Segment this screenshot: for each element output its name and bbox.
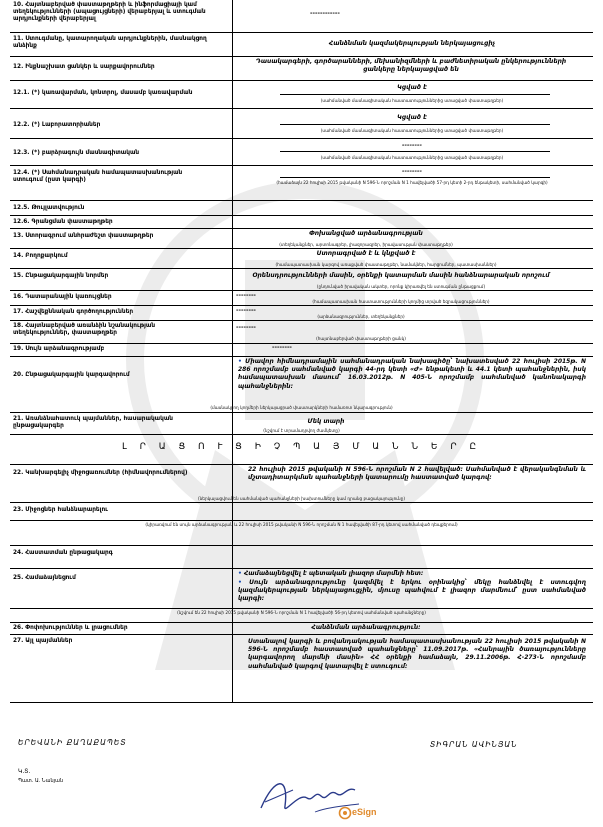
row16-note: (համապատասխան հաստատությունների կողմից տրված եզրակացություններ) xyxy=(312,299,490,304)
row22-label: 22. Կանխարգելիչ միջոցառումներ (հիմնավորումներով) xyxy=(13,470,188,476)
row14-value: Ստորագրված է և կնքված է xyxy=(316,250,416,257)
row22-note: (ներկայացվում են սահմանված պահանջների խախտումները կամ դրանց բացակայությունը) xyxy=(198,496,405,501)
row25-bullet-1-text: Համաձայնեցվել է պետական լիազոր մարմնի հետ: xyxy=(243,570,424,577)
row12-label: 12. Ինքնաշխատ ցանկեր և սարքավորումներ xyxy=(13,64,155,70)
row22-value: 22 հուլիսի 2015 թվականի N 596-Ն որոշման N 2 հավելված: Սահմանված է վերականգնման և մշտադիտարկման պահանջների կատարումը հաստատված կարգով: xyxy=(248,466,586,482)
row18-label: 18. Հայտնաբերված առանձին նշանակության տեղեկություններ, փաստաթղթեր xyxy=(13,323,156,336)
row20-bullet-text: Միավոր հիմնադրամային սահմանադրական նախագիծը՝ նախատեսված 22 հուլիսի 2015թ. N 286 որոշմամբ սահմանված կարգի 44-րդ կետի «Ժ» ենթակետի և 44.1 կետի պահանջներին, իսկ համապատասխան մասում՝ 16.03.2012թ. N 405-Ն որոշմամբ սահմանված կանոնակարգի պահանջներին: xyxy=(238,358,586,390)
section-heading: Լ Ր Ա Ց Ո Ւ Ց Ի Չ Պ Ա Յ Մ Ա Ն Ն Ե Ր Ը xyxy=(121,442,482,452)
row12-4-value: -------- xyxy=(402,168,422,175)
row23-note: (կիրառվում են սույն արձանագրության և 22 հուլիսի 2015 թվականի N 596-Ն որոշման N 1 հավելվածի 87-րդ կետով սահմանված դեպքերում) xyxy=(145,522,458,527)
bullet-icon: • xyxy=(238,358,246,365)
row15-label: 15. Ընթացակարգային նորմեր xyxy=(13,273,109,279)
row18-note: (հայտնաբերված փաստաթղթերի ցանկ) xyxy=(316,336,406,341)
row19-value: -------- xyxy=(272,344,292,351)
row15-note: (ընդունված իրավական ակտեր, որոնք կիրառվել են ստուգման ընթացքում) xyxy=(316,284,486,289)
row11-value: Հանձնման կազմակերպության ներկայացուցիչ xyxy=(328,40,496,47)
row12-3-value: -------- xyxy=(402,142,422,149)
row23-label: 23. Միջոցներ հանձնարարելու xyxy=(13,507,108,513)
row27-value: Ստանալով կարգի և բովանդակության համապատասխանության 22 հուլիսի 2015 թվականի N 596-Ն որոշմամբ հաստատված պահանջները՝ 11.09.2017թ. «Հանրային ծառայությունները կարգավորող մարմնի մասին» ՀՀ օրենքի համաձայն, 29.11.2006թ. Հ-273-Ն որոշմամբ սահմանված կարգով կատարվել է ստուգում: xyxy=(248,638,586,670)
stamp-label: Կ.Տ. xyxy=(18,768,31,775)
row21-value: Մեկ տարի xyxy=(307,418,345,425)
row13-label: 13. Ստորագրում անհրաժեշտ փաստաթղթեր xyxy=(13,233,154,239)
row13-value: Փոխանցված արձանագրության xyxy=(309,230,423,237)
signatory-name: ՏԻԳՐԱՆ ԱՎԻՆՅԱՆ xyxy=(430,740,518,749)
row12-2-label: 12.2. (*) Լաբորատորիաներ xyxy=(13,122,101,128)
row12-6-label: 12.6. Գրանցման փաստաթղթեր xyxy=(13,219,113,225)
row21-note: (նշվում է տրամադրվող ժամկետը) xyxy=(263,428,340,433)
esign-mark-icon xyxy=(338,806,352,820)
esign-logo xyxy=(338,806,386,822)
row14-note: (համապատասխան կարգով առաքված փաստաթղթեր, նամակներ, հարցումներ, պատասխաններ) xyxy=(275,262,497,267)
stamp-sub: Պատ. Ա. Նանյան xyxy=(18,778,64,784)
row25-note: (նշվում են 22 հուլիսի 2015 թվականի N 596-Ն որոշման N 1 հավելվածի 56-րդ կետով սահմանված պահանջները) xyxy=(177,610,426,615)
row17-label: 17. Հաշվեքննական գործողություններ xyxy=(13,309,134,315)
bullet-icon: • xyxy=(238,579,250,586)
row19-label: 19. Սույն արձանագրությամբ xyxy=(13,346,105,352)
row13-note: (տեղեկանքներ, արտոնագրեր, լիազորագրեր, իրավասության փաստաթղթեր) xyxy=(279,242,453,247)
row17-note: (արձանագրություններ, տեղեկանքներ) xyxy=(317,314,405,319)
row25-bullet-2 xyxy=(238,579,586,604)
form-table xyxy=(10,0,593,702)
row12-3-label: 12.3. (*) բարձրագույն մասնագիտական xyxy=(13,150,140,156)
row15-value: Օրենսդրությունների մասին, օրենքի կատարման մասին հանձնարարական որոշում xyxy=(252,272,550,279)
row10-label: 10. Հայտնաբերված փաստաթղթերի և ինֆորմացիայի կամ տեղեկությունների (ապացույցների) վերաբերյալ և ստուգման արդյունքների վերաբերյալ xyxy=(13,2,206,22)
row20-bullet xyxy=(238,358,586,391)
row12-4-label: 12.4. (*) Սահմանադրական համապատասխանության ստուգում (ըստ կարգի) xyxy=(13,170,183,183)
row10-value: ------------ xyxy=(310,10,340,17)
row12-3-note: (սահմանված մասնագիտական հաստատություններից ստացված փաստաթղթեր) xyxy=(320,155,504,160)
row14-label: 14. Բողոքարկում xyxy=(13,253,68,259)
row12-4-note: (համաձայն 22 հուլիսի 2015 թվականի N 596-Ն որոշման N 1 հավելվածի 57-րդ կետի 2-րդ ենթակետի, սահմանված կարգի) xyxy=(276,180,548,185)
row24-label: 24. Հաստատման ընթացակարգ xyxy=(13,550,113,556)
row26-value: Հանձնման արձանագրություն: xyxy=(311,624,421,631)
row18-value: -------- xyxy=(236,324,256,331)
row25-label: 25. Համաձայնեցում xyxy=(13,575,76,581)
row20-label: 20. Ընթացակարգային կարգավորում xyxy=(13,372,130,378)
row12-value: Դասակարգերի, գործարանների, մեխանիզմների և բաժնետիրական ընկերությունների ցանկերը ներկայացված են xyxy=(255,58,567,73)
row27-label: 27. Այլ պայմաններ xyxy=(13,638,73,644)
row25-bullet-2-text: Սույն արձանագրությունը կազմվել է երկու օրինակից՝ մեկը հանձնվել է ստուգվող կազմակերպության ներկայացուցչին, մյուսը պահվում է լիազոր մարմնում՝ ըստ սահմանված կարգի: xyxy=(238,579,586,603)
row12-1-value: Կցված է xyxy=(397,84,427,91)
column-divider xyxy=(232,0,233,702)
row25-bullet-1 xyxy=(238,570,586,578)
signatory-title: ԵՐԵՎԱՆԻ ՔԱՂԱՔԱՊԵՏ xyxy=(18,738,127,747)
row11-label: 11. Ստուգմանը, կատարողական արդյունքներին, մասնակցող անձինք xyxy=(13,36,207,49)
row12-2-note: (սահմանված մասնագիտական հաստատություններից ստացված փաստաթղթեր) xyxy=(320,128,504,133)
row12-1-note: (սահմանված մասնագիտական հաստատություններից ստացված փաստաթղթեր) xyxy=(320,98,504,103)
row26-label: 26. Փոփոխություններ և լրացումներ xyxy=(13,625,128,631)
bullet-icon: • xyxy=(238,570,244,577)
row16-label: 16. Դատարանային կառույցներ xyxy=(13,294,112,300)
row16-value: -------- xyxy=(236,292,256,299)
row12-5-label: 12.5. Թույլատվություն xyxy=(13,205,85,211)
row21-label: 21. Առանձնահատուկ պայմաններ, հասարակական ընթացակարգեր xyxy=(13,416,174,429)
row12-1-label: 12.1. (*) կառավարման, կոնտրոլ, մասամբ կառավարման xyxy=(13,90,193,96)
row12-2-value: Կցված է xyxy=(397,114,427,121)
esign-text: eSign xyxy=(352,807,377,817)
row17-value: -------- xyxy=(236,307,256,314)
row20-note: (մասնակցող կողմերի ներկայացրած փաստարկների համառոտ նկարագրություն) xyxy=(210,405,393,410)
